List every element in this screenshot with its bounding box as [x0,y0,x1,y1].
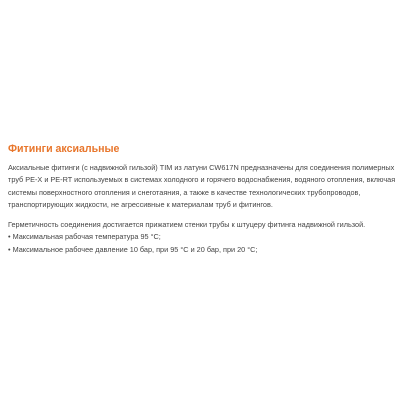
description-line: системы поверхностного отопления и снеготаяния, а также в качестве технологических трубопроводов, [8,187,361,197]
description-line: труб PE-X и PE-RT используемых в системах холодного и горячего водоснабжения, водяного отопления, включая [8,175,396,185]
article [8,142,394,256]
spec-list [8,231,394,256]
sealing-line: Герметичность соединения достигается прижатием стенки трубы к штуцеру фитинга надвижной гильзой. [8,220,366,230]
description-paragraph [8,162,394,211]
sealing-paragraph [8,219,394,231]
spec-max-pressure: • Максимальное рабочее давление 10 бар, при 95 °С и 20 бар, при 20 °С; [8,244,258,254]
description-line: Аксиальные фитинги (с надвижной гильзой) TIM из латуни CW617N предназначены для соединения полимерных [8,163,395,172]
spec-max-temperature: • Максимальная рабочая температура 95 °С; [8,232,161,242]
description-line: транспортирующих жидкости, не агрессивные к материалам труб и фитингов. [8,199,273,209]
page-title: Фитинги аксиальные [8,143,120,155]
